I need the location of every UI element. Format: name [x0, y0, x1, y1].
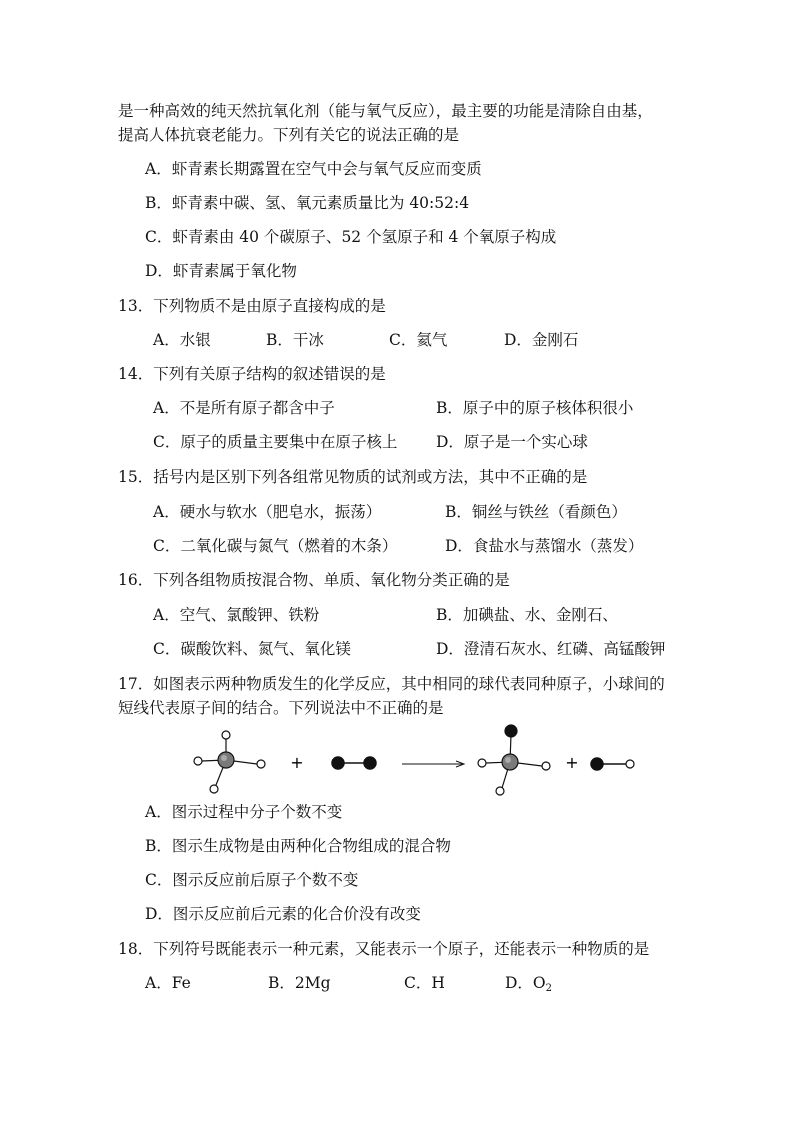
q12-option-d: D．虾青素属于氧化物: [145, 262, 297, 280]
reaction-diagram: [180, 718, 650, 800]
q18-option-a: A．Fe: [145, 974, 191, 992]
q17-option-d: D．图示反应前后元素的化合价没有改变: [145, 905, 421, 923]
reactant-molecule-2: [332, 757, 376, 769]
q14-stem: 14．下列有关原子结构的叙述错误的是: [118, 365, 386, 383]
reactant-molecule-1: [194, 731, 265, 793]
product-molecule-1: [478, 725, 550, 795]
q16-stem: 16．下列各组物质按混合物、单质、氧化物分类正确的是: [118, 571, 510, 589]
q18-option-b: B．2Mg: [268, 974, 331, 992]
q15-option-a: A．硬水与软水（肥皂水，振荡）: [153, 503, 382, 521]
q16-option-c: C．碳酸饮料、氮气、氧化镁: [153, 640, 351, 658]
q18-option-d-label: D．O: [505, 974, 546, 992]
q14-option-b: B．原子中的原子核体积很小: [436, 399, 634, 417]
q15-option-b: B．铜丝与铁丝（看颜色）: [445, 503, 627, 521]
intro-line-2: 提高人体抗衰老能力。下列有关它的说法正确的是: [118, 126, 460, 144]
intro-line-1: 是一种高效的纯天然抗氧化剂（能与氧气反应），最主要的功能是清除自由基，: [118, 102, 653, 120]
q14-option-a: A．不是所有原子都含中子: [153, 399, 335, 417]
q16-option-d: D．澄清石灰水、红磷、高锰酸钾: [436, 640, 666, 658]
plus-sign-2: +: [565, 753, 579, 772]
plus-sign-1: +: [290, 753, 304, 772]
q17-stem-line-2: 短线代表原子间的结合。下列说法中不正确的是: [118, 699, 444, 717]
q13-option-d: D．金刚石: [504, 331, 579, 349]
q14-option-c: C．原子的质量主要集中在原子核上: [153, 433, 398, 451]
q18-stem: 18．下列符号既能表示一种元素，又能表示一个原子，还能表示一种物质的是: [118, 940, 650, 958]
q17-option-c: C．图示反应前后原子个数不变: [145, 871, 359, 889]
q13-option-b: B．干冰: [266, 331, 324, 349]
q18-option-d-subscript: 2: [545, 983, 553, 994]
q15-stem: 15．括号内是区别下列各组常见物质的试剂或方法，其中不正确的是: [118, 468, 588, 486]
q15-option-d: D．食盐水与蒸馏水（蒸发）: [445, 537, 644, 555]
q13-stem: 13．下列物质不是由原子直接构成的是: [118, 297, 386, 315]
q17-option-a: A．图示过程中分子个数不变: [145, 803, 343, 821]
q17-option-b: B．图示生成物是由两种化合物组成的混合物: [145, 837, 451, 855]
q18-option-d: [505, 973, 552, 999]
q15-option-c: C．二氧化碳与氮气（燃着的木条）: [153, 537, 398, 555]
q14-option-d: D．原子是一个实心球: [436, 433, 588, 451]
q17-stem-line-1: 17．如图表示两种物质发生的化学反应，其中相同的球代表同种原子，小球间的: [118, 675, 665, 693]
reaction-arrow: [402, 761, 464, 767]
q16-option-a: A．空气、氯酸钾、铁粉: [153, 606, 320, 624]
q18-option-c: C．H: [404, 974, 445, 992]
q12-option-b: B．虾青素中碳、氢、氧元素质量比为 40:52:4: [145, 194, 470, 212]
q13-option-c: C．氦气: [389, 331, 448, 349]
q16-option-b: B．加碘盐、水、金刚石、: [436, 606, 618, 624]
q13-option-a: A．水银: [153, 331, 211, 349]
product-molecule-2: [591, 758, 634, 770]
q12-option-c: C．虾青素由 40 个碳原子、52 个氢原子和 4 个氧原子构成: [145, 228, 557, 246]
q12-option-a: A．虾青素长期露置在空气中会与氧气反应而变质: [145, 160, 482, 178]
